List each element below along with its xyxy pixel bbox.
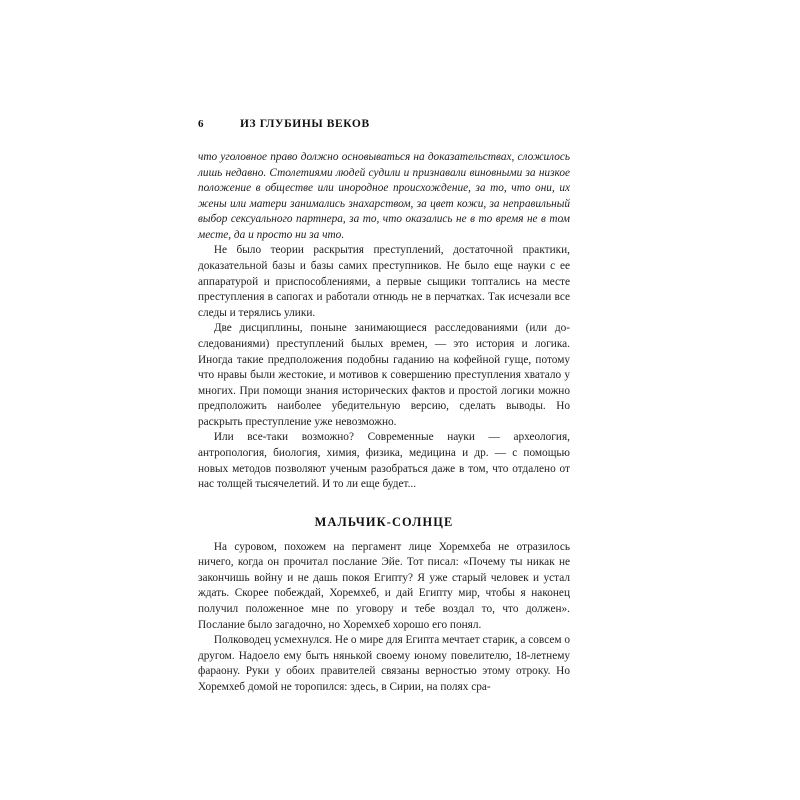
paragraph: Две дисциплины, поныне занимающиеся расследованиями (или до-следованиями) преступлений былых времен, — это история и логика. Иногда такие предположения подобны гаданию на кофейной гуще, потому что нравы были жестокие, и мотивов к совершению преступления хватало у многих. При помощи знания исторических фактов и простой логики можно предположить наиболее убедительную версию, сделать выводы. Но раскрыть преступление уже невозможно.: [198, 322, 570, 428]
running-head-title: ИЗ ГЛУБИНЫ ВЕКОВ: [240, 118, 370, 130]
running-head: [198, 118, 570, 130]
section-heading: МАЛЬЧИК-СОЛНЦЕ: [314, 514, 454, 529]
paragraph: Не было теории раскрытия преступлений, достаточной практики, доказательной базы и базы самих преступников. Не было еще науки с ее аппаратурой и приспособлениями, а первые сыщики топтались на месте преступления в сапогах и работали отнюдь не в перчатках. Так исчезали все следы и терялись улики.: [198, 244, 570, 319]
text-block: [198, 118, 570, 696]
paragraph: На суровом, похожем на пергамент лице Хоремхеба не отразилось ничего, когда он прочитал послание Эйе. Тот писал: «Почему ты никак не закончишь войну и не дашь покоя Египту? Я уже старый человек и устал ждать. Скорее побеждай, Хоремхеб, и дай Египту мир, чтобы я наконец получил положенное мне по уговору и тебе воздал то, что должен». Послание было загадочно, но Хоремхеб хорошо его понял.: [198, 540, 570, 631]
paragraph: Полководец усмехнулся. Не о мире для Египта мечтает старик, а совсем о другом. Надоело ему быть нянькой своему юному повелителю, 18-летнему фараону. Руки у обоих правителей связаны верностью этому отроку. Но Хоремхеб домой не торопился: здесь, в Сирии, на полях сра-: [198, 634, 570, 693]
paragraph: что уголовное право должно основываться на доказательствах, сложилось лишь недавно. Столетиями людей судили и признавали виновными за низкое положение в обществе или инородное происхождение, за то, что они, их жены или матери занимались знахарством, за цвет кожи, за неправильный выбор сексуального партнера, за то, что оказались не в то время не в том месте, да и просто ни за что.: [198, 151, 570, 241]
page-number: 6: [198, 118, 204, 130]
paragraph: Или все-таки возможно? Современные науки — археология, антропология, биология, химия, физика, медицина и др. — с помощью новых методов позволяют ученым разобраться даже в том, что отдалено от нас толщей тысячелетий. И то ли еще будет...: [198, 431, 570, 491]
